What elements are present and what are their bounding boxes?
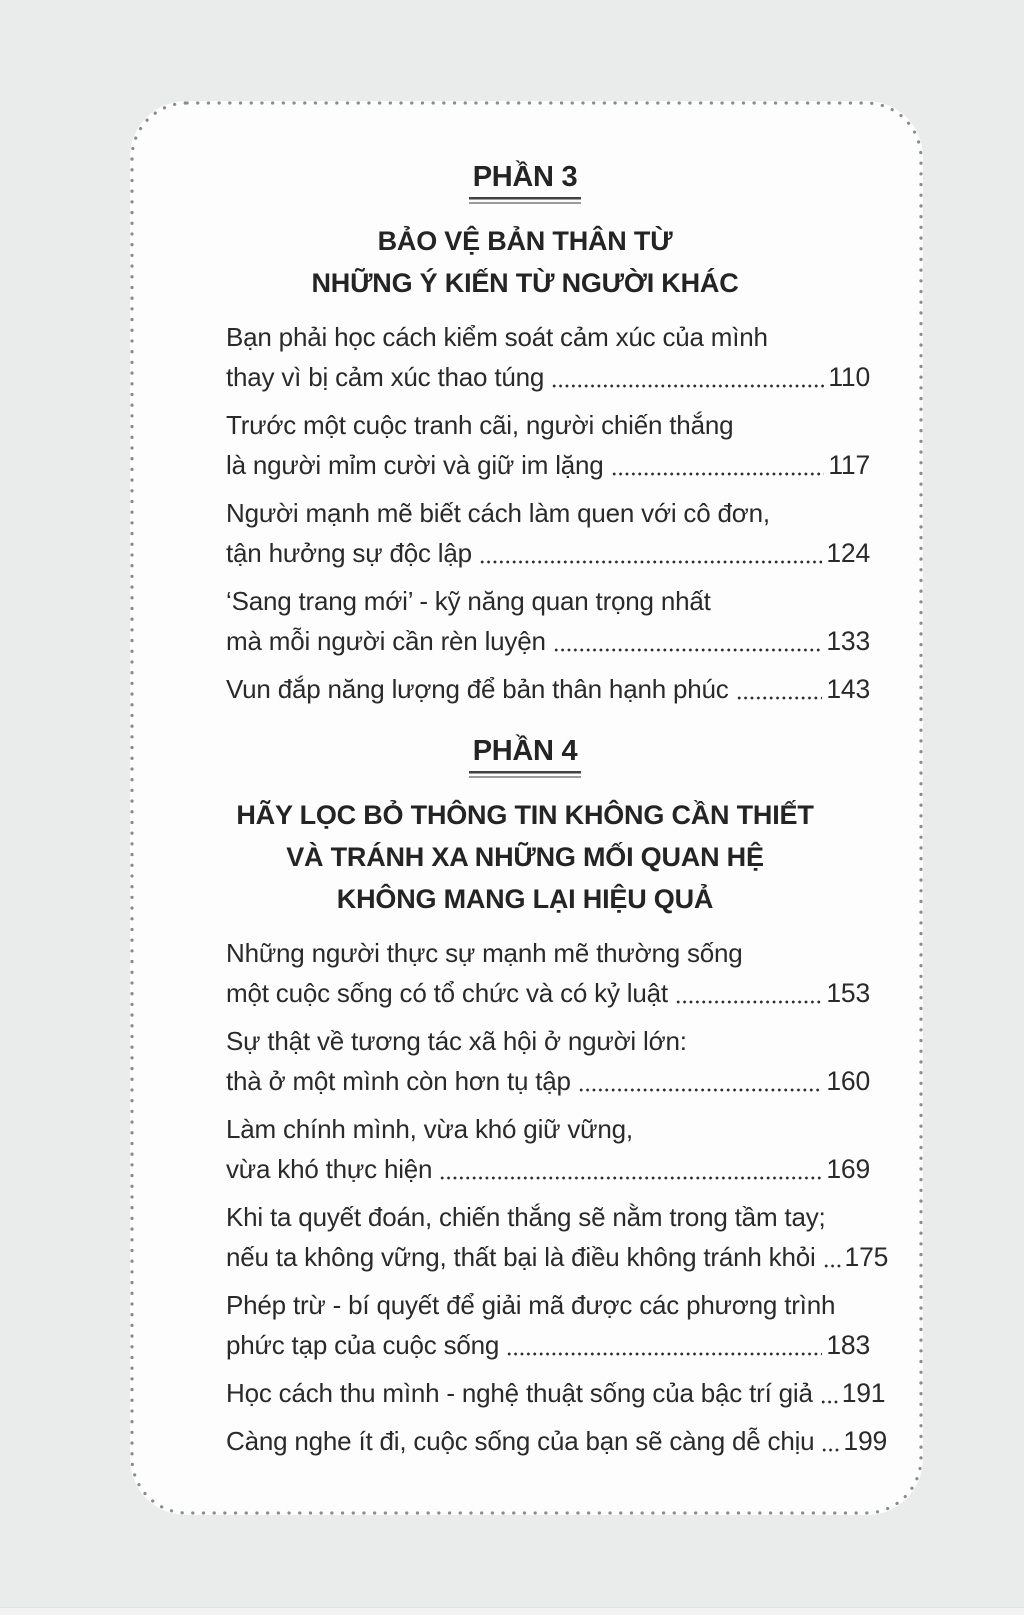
toc-entry[interactable] [180, 1285, 870, 1365]
bullet-icon [180, 669, 226, 684]
entry-body [226, 317, 870, 397]
section-title-line: HÃY LỌC BỎ THÔNG TIN KHÔNG CẦN THIẾT [236, 800, 814, 830]
entry-line: Làm chính mình, vừa khó giữ vững, [226, 1114, 633, 1144]
entry-body [226, 493, 870, 573]
entry-body [226, 405, 870, 485]
entry-body [226, 1285, 870, 1365]
bullet-icon [180, 1197, 226, 1212]
entry-body [226, 1197, 889, 1277]
entry-line: Trước một cuộc tranh cãi, người chiến thắng [226, 410, 734, 440]
page-number: 153 [826, 978, 870, 1008]
entry-text: Càng nghe ít đi, cuộc sống của bạn sẽ càng dễ chịu [226, 1426, 815, 1456]
bullet-icon [180, 581, 226, 596]
bullet-icon [180, 1109, 226, 1124]
dot-leader [479, 533, 822, 573]
page-number: 124 [826, 538, 870, 568]
entry-text: mà mỗi người cần rèn luyện [226, 626, 546, 656]
dot-leader [553, 621, 823, 661]
toc-page-card [130, 101, 923, 1515]
section-title-line: KHÔNG MANG LẠI HIỆU QUẢ [336, 884, 714, 914]
page-number: 199 [843, 1426, 888, 1456]
entry-body [226, 933, 870, 1013]
toc-entry[interactable] [180, 317, 870, 397]
entry-line: Người mạnh mẽ biết cách làm quen với cô đơn, [226, 498, 770, 528]
toc-section [180, 161, 870, 709]
entry-text: phức tạp của cuộc sống [226, 1330, 500, 1360]
page-number: 175 [844, 1242, 889, 1272]
entry-text: thay vì bị cảm xúc thao túng [226, 362, 545, 392]
entry-line [226, 1149, 870, 1189]
entry-line [226, 1421, 888, 1461]
bullet-icon [180, 493, 226, 508]
page-number: 133 [826, 626, 870, 656]
toc-entry[interactable] [180, 405, 870, 485]
dot-leader [611, 445, 825, 485]
part-heading [180, 735, 870, 778]
toc-entry[interactable] [180, 1109, 870, 1189]
entry-text: nếu ta không vững, thất bại là điều không tránh khỏi [226, 1242, 816, 1272]
entry-body [226, 1109, 870, 1189]
section-title-line: VÀ TRÁNH XA NHỮNG MỐI QUAN HỆ [286, 842, 764, 872]
part-heading [180, 161, 870, 204]
toc [130, 101, 923, 1515]
entry-line [226, 533, 870, 573]
entry-line: Những người thực sự mạnh mẽ thường sống [226, 938, 743, 968]
entry-body [226, 581, 870, 661]
entry-line: Khi ta quyết đoán, chiến thắng sẽ nằm trong tầm tay; [226, 1202, 826, 1232]
toc-entry[interactable] [180, 1421, 888, 1461]
toc-entry[interactable] [180, 669, 870, 709]
page-number: 143 [826, 674, 870, 704]
entry-body [226, 1421, 888, 1461]
entry-list [180, 933, 889, 1461]
bullet-icon [180, 933, 226, 948]
section-title-line: NHỮNG Ý KIẾN TỪ NGƯỜI KHÁC [311, 268, 739, 298]
section-title [180, 220, 870, 304]
entry-body [226, 669, 870, 709]
entry-line: ‘Sang trang mới’ - kỹ năng quan trọng nhất [226, 586, 711, 616]
entry-line [226, 357, 870, 397]
dot-leader [578, 1061, 823, 1101]
entry-line: Bạn phải học cách kiểm soát cảm xúc của mình [226, 322, 768, 352]
entry-text: Học cách thu mình - nghệ thuật sống của bậc trí giả [226, 1378, 813, 1408]
part-label: PHẦN 4 [469, 735, 582, 778]
section-title-line: BẢO VỆ BẢN THÂN TỪ [377, 226, 673, 256]
page-number: 110 [828, 362, 870, 392]
bullet-icon [180, 317, 226, 332]
entry-text: là người mỉm cười và giữ im lặng [226, 450, 604, 480]
page-number: 169 [826, 1154, 870, 1184]
page-number: 160 [826, 1066, 870, 1096]
bullet-icon [180, 1021, 226, 1036]
toc-entry[interactable] [180, 493, 870, 573]
entry-list [180, 317, 870, 709]
entry-text: vừa khó thực hiện [226, 1154, 433, 1184]
entry-body [226, 1373, 886, 1413]
entry-line [226, 1061, 870, 1101]
entry-text: Vun đắp năng lượng để bản thân hạnh phúc [226, 674, 729, 704]
page-number: 117 [828, 450, 870, 480]
entry-line [226, 1237, 889, 1277]
dot-leader [736, 669, 823, 709]
dot-leader [823, 1237, 841, 1277]
entry-line [226, 973, 870, 1013]
dot-leader [506, 1325, 822, 1365]
toc-entry[interactable] [180, 1373, 886, 1413]
dot-leader [675, 973, 822, 1013]
bullet-icon [180, 1373, 226, 1388]
toc-entry[interactable] [180, 581, 870, 661]
entry-text: một cuộc sống có tổ chức và có kỷ luật [226, 978, 668, 1008]
page-number: 183 [826, 1330, 870, 1360]
entry-line: Phép trừ - bí quyết để giải mã được các phương trình [226, 1290, 836, 1320]
entry-line [226, 445, 870, 485]
bullet-icon [180, 1285, 226, 1300]
entry-line [226, 669, 870, 709]
toc-section [180, 735, 889, 1461]
entry-line [226, 621, 870, 661]
bullet-icon [180, 1421, 226, 1436]
section-title [180, 794, 870, 920]
toc-entry[interactable] [180, 1021, 870, 1101]
entry-line [226, 1373, 886, 1413]
toc-entry[interactable] [180, 933, 870, 1013]
part-label: PHẦN 3 [469, 161, 582, 204]
toc-entry[interactable] [180, 1197, 889, 1277]
entry-line: Sự thật về tương tác xã hội ở người lớn: [226, 1026, 687, 1056]
entry-body [226, 1021, 870, 1101]
dot-leader [820, 1373, 838, 1413]
dot-leader [821, 1421, 839, 1461]
entry-text: tận hưởng sự độc lập [226, 538, 472, 568]
dot-leader [439, 1149, 822, 1189]
entry-text: thà ở một mình còn hơn tụ tập [226, 1066, 571, 1096]
dot-leader [551, 357, 824, 397]
entry-line [226, 1325, 870, 1365]
page-number: 191 [841, 1378, 886, 1408]
bullet-icon [180, 405, 226, 420]
bottom-strip [0, 1607, 1024, 1615]
